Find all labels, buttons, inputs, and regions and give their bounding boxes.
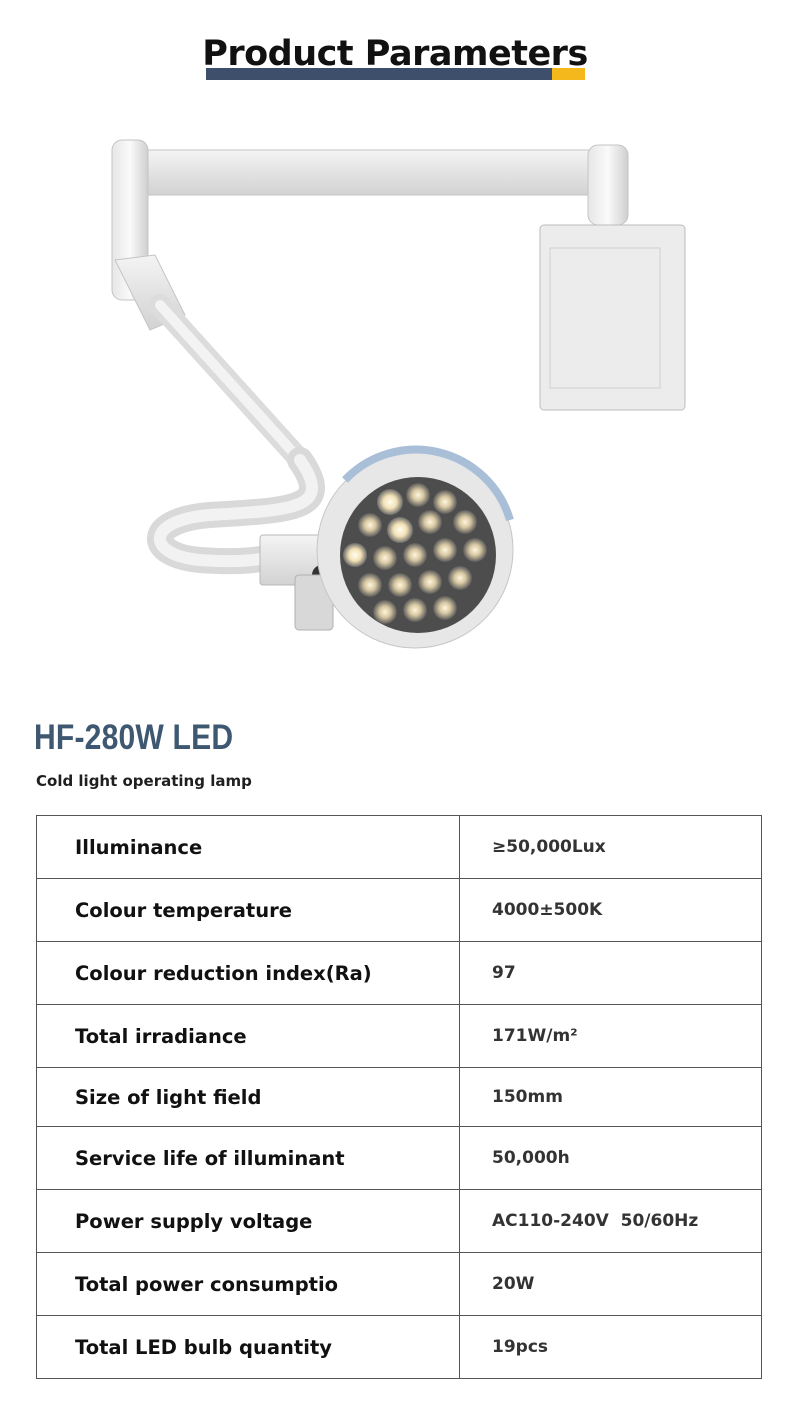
- surgical-led-lamp-icon: [90, 130, 710, 690]
- table-row: [37, 1316, 762, 1379]
- spec-value: 171W/m²: [460, 1005, 762, 1068]
- spec-value: AC110-240V 50/60Hz: [460, 1190, 762, 1253]
- table-row: [37, 1068, 762, 1127]
- table-row: [37, 816, 762, 879]
- section-header: [0, 30, 790, 90]
- spec-label: Service life of illuminant: [37, 1127, 460, 1190]
- spec-value: 19pcs: [460, 1316, 762, 1379]
- table-row: [37, 1190, 762, 1253]
- spec-label: Power supply voltage: [37, 1190, 460, 1253]
- spec-value: 150mm: [460, 1068, 762, 1127]
- table-row: [37, 1127, 762, 1190]
- model-title: HF-280W LED: [34, 718, 234, 757]
- table-row: [37, 1253, 762, 1316]
- spec-label: Size of light field: [37, 1068, 460, 1127]
- spec-value: 50,000h: [460, 1127, 762, 1190]
- spec-value: 20W: [460, 1253, 762, 1316]
- model-subtitle: Cold light operating lamp: [36, 772, 252, 790]
- table-row: [37, 942, 762, 1005]
- spec-label: Total LED bulb quantity: [37, 1316, 460, 1379]
- spec-label: Illuminance: [37, 816, 460, 879]
- spec-label: Total power consumptio: [37, 1253, 460, 1316]
- table-row: [37, 879, 762, 942]
- spec-value: 4000±500K: [460, 879, 762, 942]
- spec-value: 97: [460, 942, 762, 1005]
- spec-value: ≥50,000Lux: [460, 816, 762, 879]
- spec-label: Colour reduction index(Ra): [37, 942, 460, 1005]
- spec-table: [36, 815, 762, 1379]
- spec-label: Colour temperature: [37, 879, 460, 942]
- page-title: Product Parameters: [202, 34, 588, 74]
- spec-label: Total irradiance: [37, 1005, 460, 1068]
- table-row: [37, 1005, 762, 1068]
